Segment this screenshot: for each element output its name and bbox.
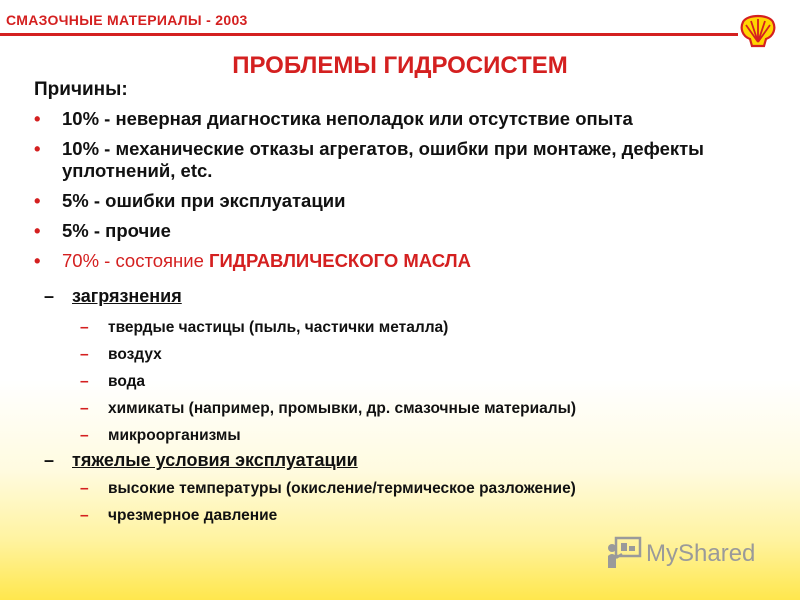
list-item: – химикаты (например, промывки, др. смазочные материалы) <box>80 400 577 417</box>
list-item: – микроорганизмы <box>80 427 241 444</box>
shell-logo-icon <box>738 12 778 48</box>
bullet-icon: • <box>34 138 41 159</box>
list-item: – чрезмерное давление <box>80 507 278 524</box>
dash-icon: – <box>80 319 89 336</box>
dash-icon: – <box>80 400 89 417</box>
list-item: – вода <box>80 373 146 390</box>
bullet-icon: • <box>34 190 41 211</box>
cause-item: • 5% - ошибки при эксплуатации <box>34 190 346 211</box>
bullet-icon: • <box>34 250 41 271</box>
contamination-list <box>80 318 780 453</box>
bullet-icon: • <box>34 220 41 241</box>
dash-icon: – <box>80 373 89 390</box>
dash-icon: – <box>80 507 89 524</box>
causes-heading: Причины: <box>34 79 128 100</box>
watermark-text: MyShared <box>646 540 756 567</box>
highlight-prefix: 70% - состояние <box>62 250 210 271</box>
list-item: – твердые частицы (пыль, частички металла) <box>80 319 449 336</box>
causes-list <box>34 108 774 280</box>
dash-icon: – <box>80 480 89 497</box>
highlight-emphasis: ГИДРАВЛИЧЕСКОГО МАСЛА <box>209 250 471 271</box>
watermark <box>606 534 786 574</box>
bullet-icon: • <box>34 108 41 129</box>
presentation-board-icon <box>606 534 644 572</box>
cause-item: • 10% - неверная диагностика неполадок или отсутствие опыта <box>34 108 633 129</box>
harsh-conditions-list <box>80 479 780 533</box>
dash-icon: – <box>44 286 55 306</box>
contamination-heading: – загрязнения <box>44 286 182 306</box>
list-item: – воздух <box>80 346 162 363</box>
header-divider <box>0 33 738 36</box>
dash-icon: – <box>80 346 89 363</box>
page-title: ПРОБЛЕМЫ ГИДРОСИСТЕМ <box>232 52 568 79</box>
list-item: – высокие температуры (окисление/термическое разложение) <box>80 480 576 497</box>
cause-item: • 10% - механические отказы агрегатов, ошибки при монтаже, дефекты уплотнений, etc. <box>34 138 704 181</box>
cause-item-highlight <box>34 250 774 272</box>
harsh-conditions-heading: – тяжелые условия эксплуатации <box>44 450 358 470</box>
dash-icon: – <box>44 450 55 470</box>
dash-icon: – <box>80 427 89 444</box>
header-label: СМАЗОЧНЫЕ МАТЕРИАЛЫ - 2003 <box>6 12 248 28</box>
cause-item: • 5% - прочие <box>34 220 171 241</box>
